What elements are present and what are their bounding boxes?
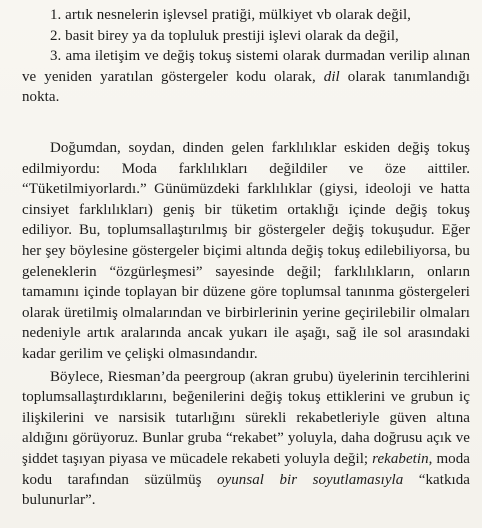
list-item-3-text-a: 3. ama iletişim ve değiş tokuş sistemi olarak durmadan verilip alınan ve yeniden yaratılan göstergeler kodu olarak, [22,48,470,85]
paragraph-2-italic-a: rekabetin [372,450,429,467]
numbered-list [22,5,470,108]
paragraph-2-text-b: , moda kodu tarafından süzülmüş [22,450,470,488]
paragraph-2 [22,367,470,511]
paragraph-2-text-c: “katkıda bulunurlar”. [22,471,470,509]
list-item-1: 1. artık nesnelerin işlevsel pratiği, mülkiyet vb olarak değil, [50,7,411,23]
list-item-3-italic: dil [323,68,340,85]
paragraph-1: Doğumdan, soydan, dinden gelen farklılıklar eskiden değiş tokuş edilmiyordu: Moda farklılıkları değildiler ve öze aittiler. “Tüketilmiyorlardı.” Günümüzdeki farklılıklar (giysi, ideoloji ve hatta cinsiyet farklılıkları) geniş bir tüketim ortaklığı içinde değiş tokuş ediliyor. Bu, toplumsallaştırılmış bir göstergeler değiş tokuşudur. Eğer her şey böylesine göstergeler biçimi altında değiş tokuş edilebiliyorsa, bu geleneklerin “özgürleşmesi” sayesinde değil; farklılıkların, onların tamamını içinde toplayan bir düzene göre toplumsal tanınma göstergeleri olarak üretilmiş olmalarından ve birbirlerinin yerine geçirilebilir olmaları nedeniyle artık aralarında ancak yukarı ile aşağı, sağ ile sol arasındaki kadar gerilim ve çelişki olmasındandır. [22,140,470,362]
body-text [22,138,470,511]
list-item-2: 2. basit birey ya da topluluk prestiji işlevi olarak da değil, [50,27,399,44]
paragraph-2-text-a: Böylece, Riesman’da peergroup (akran grubu) üyelerinin tercihlerini toplumsallaştırdıklarını, beğenilerini değiş tokuş ettiklerini ve grubun iç ilişkilerini ve narsisik tutarlığını sürekli rekabetleriyle güven altına aldığını görüyoruz. Bunlar gruba “rekabet” yoluyla, daha doğrusu açık ve şiddet taşıyan piyasa ve mücadele rekabeti yoluyla değil; [22,368,470,467]
list-item-3 [22,46,470,108]
list-item-3-text-b: olarak tanımlandığı nokta. [22,68,470,106]
paragraph-2-italic-b: oyunsal bir soyutlamasıyla [217,471,404,488]
